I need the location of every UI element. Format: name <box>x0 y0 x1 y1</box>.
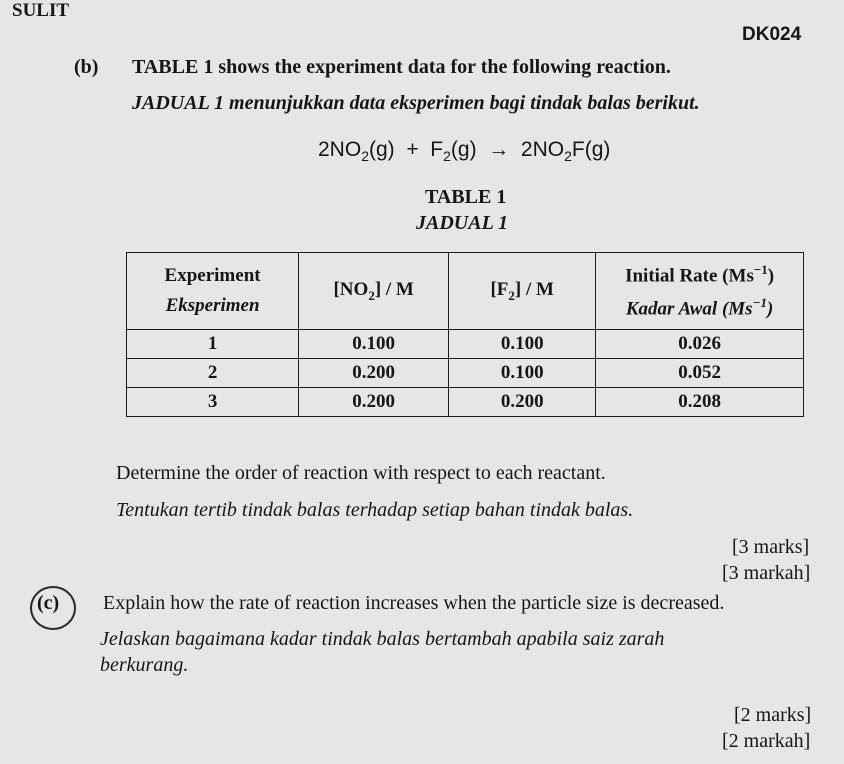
part-b-question-en: Determine the order of reaction with respect to each reactant. <box>116 462 606 484</box>
header-no2: $[NO_2]$ / M <box>299 253 449 330</box>
experiment-data-table <box>126 252 804 417</box>
cell-no2: 0.100 <box>299 330 449 359</box>
part-b-marks-my: [3 markah] <box>722 562 811 584</box>
cell-rate: 0.208 <box>596 388 804 417</box>
eq-plus: + <box>406 138 419 161</box>
part-c-marks-my: [2 markah] <box>722 730 811 752</box>
cell-exp: 2 <box>127 359 299 388</box>
cell-f2: 0.200 <box>449 388 596 417</box>
cell-no2: 0.200 <box>299 359 449 388</box>
part-b-intro-en: TABLE 1 shows the experiment data for the following reaction. <box>132 56 671 78</box>
cell-exp: 3 <box>127 388 299 417</box>
part-c-question-my-2: berkurang. <box>100 654 189 676</box>
eq-arrow: → <box>488 138 510 161</box>
cell-f2: 0.100 <box>449 330 596 359</box>
part-b-label: (b) <box>74 56 99 78</box>
table-row <box>127 330 804 359</box>
part-b-question-my: Tentukan tertib tindak balas terhadap setiap bahan tindak balas. <box>116 499 634 521</box>
part-c-question-my-1: Jelaskan bagaimana kadar tindak balas bertambah apabila saiz zarah <box>100 628 665 650</box>
table-row <box>127 359 804 388</box>
cell-rate: 0.052 <box>596 359 804 388</box>
cell-no2: 0.200 <box>299 388 449 417</box>
eq-product: $2NO_2F(g)$ <box>520 138 611 165</box>
header-experiment: Experiment Eksperimen <box>127 253 299 330</box>
part-c-marks-en: [2 marks] <box>734 704 812 726</box>
header-initial-rate: Initial Rate $(Ms^{-1})$ Kadar Awal $(Ms^{-1})$ <box>596 253 804 330</box>
table-caption-en: TABLE 1 <box>425 186 507 208</box>
cell-exp: 1 <box>127 330 299 359</box>
header-sulit: SULIT <box>12 0 70 21</box>
part-b-intro-my: JADUAL 1 menunjukkan data eksperimen bagi tindak balas berikut. <box>132 92 700 114</box>
part-b-marks-en: [3 marks] <box>732 536 810 558</box>
header-code: DK024 <box>742 24 802 45</box>
table-row <box>127 388 804 417</box>
part-c-label: (c) <box>37 592 60 614</box>
cell-f2: 0.100 <box>449 359 596 388</box>
eq-reactant1: $2NO_2(g)$ <box>318 138 395 165</box>
table-caption-my: JADUAL 1 <box>416 212 509 234</box>
reaction-equation <box>318 138 610 164</box>
header-f2: $[F_2]$ / M <box>449 253 596 330</box>
eq-reactant2: $F_2(g)$ <box>430 138 477 165</box>
part-c-question-en: Explain how the rate of reaction increases when the particle size is decreased. <box>103 592 725 614</box>
cell-rate: 0.026 <box>596 330 804 359</box>
table-header-row <box>127 253 804 330</box>
